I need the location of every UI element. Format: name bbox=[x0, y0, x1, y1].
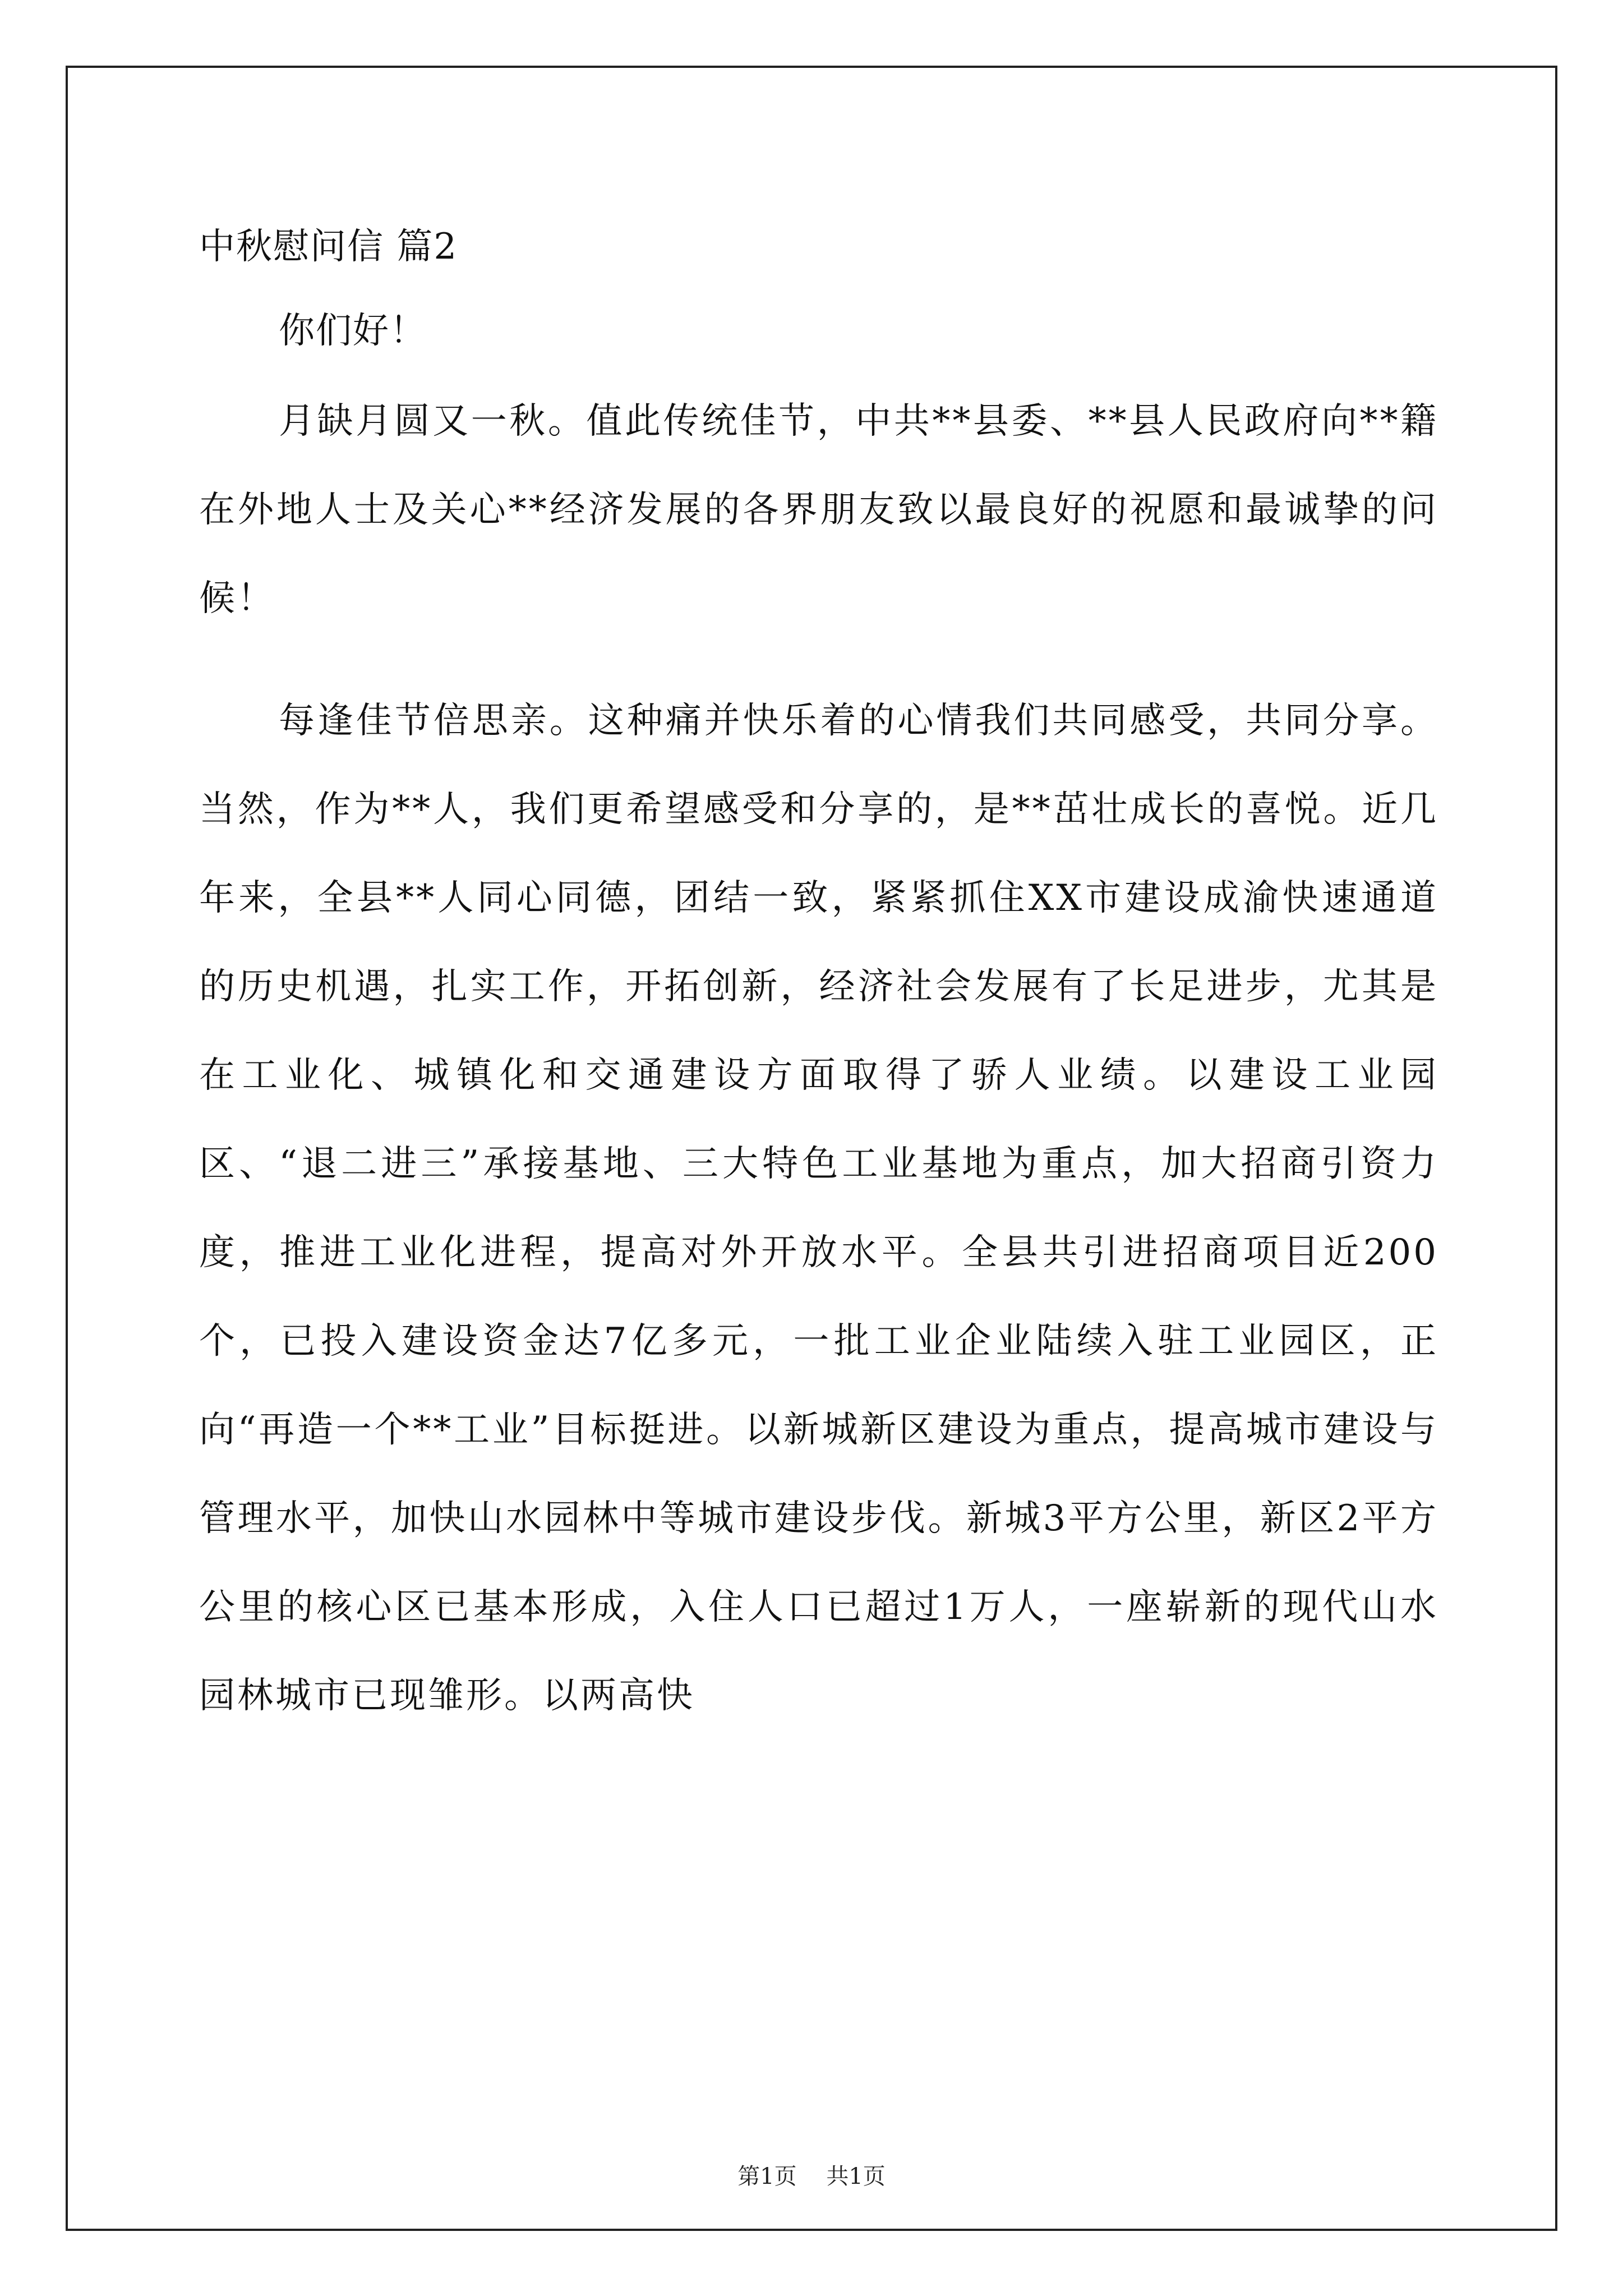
page-footer bbox=[0, 2162, 1623, 2191]
paragraph: 每逢佳节倍思亲。这种痛并快乐着的心情我们共同感受，共同分享。当然，作为**人，我们更希望感受和分享的，是**茁壮成长的喜悦。近几年来，全县**人同心同德，团结一致，紧紧抓住XX市建设成渝快速通道的历史机遇，扎实工作，开拓创新，经济社会发展有了长足进步，尤其是在工业化、城镇化和交通建设方面取得了骄人业绩。以建设工业园区、“退二进三”承接基地、三大特色工业基地为重点，加大招商引资力度，推进工业化进程，提高对外开放水平。全县共引进招商项目近200个，已投入建设资金达7亿多元，一批工业企业陆续入驻工业园区，正向“再造一个**工业”目标挺进。以新城新区建设为重点，提高城市建设与管理水平，加快山水园林中等城市建设步伐。新城3平方公里，新区2平方公里的核心区已基本形成，入住人口已超过1万人，一座崭新的现代山水园林城市已现雏形。以两高快 bbox=[199, 700, 1438, 1717]
document-body bbox=[199, 224, 1438, 1740]
page-number: 第1页 bbox=[737, 2164, 797, 2189]
document-title: 中秋慰问信 篇2 bbox=[199, 226, 458, 268]
greeting: 你们好！ bbox=[279, 310, 427, 352]
page-total: 共1页 bbox=[826, 2164, 886, 2189]
paragraph: 月缺月圆又一秋。值此传统佳节，中共**县委、**县人民政府向**籍在外地人士及关心**经济发展的各界朋友致以最良好的祝愿和最诚挚的问候！ bbox=[199, 401, 1438, 619]
